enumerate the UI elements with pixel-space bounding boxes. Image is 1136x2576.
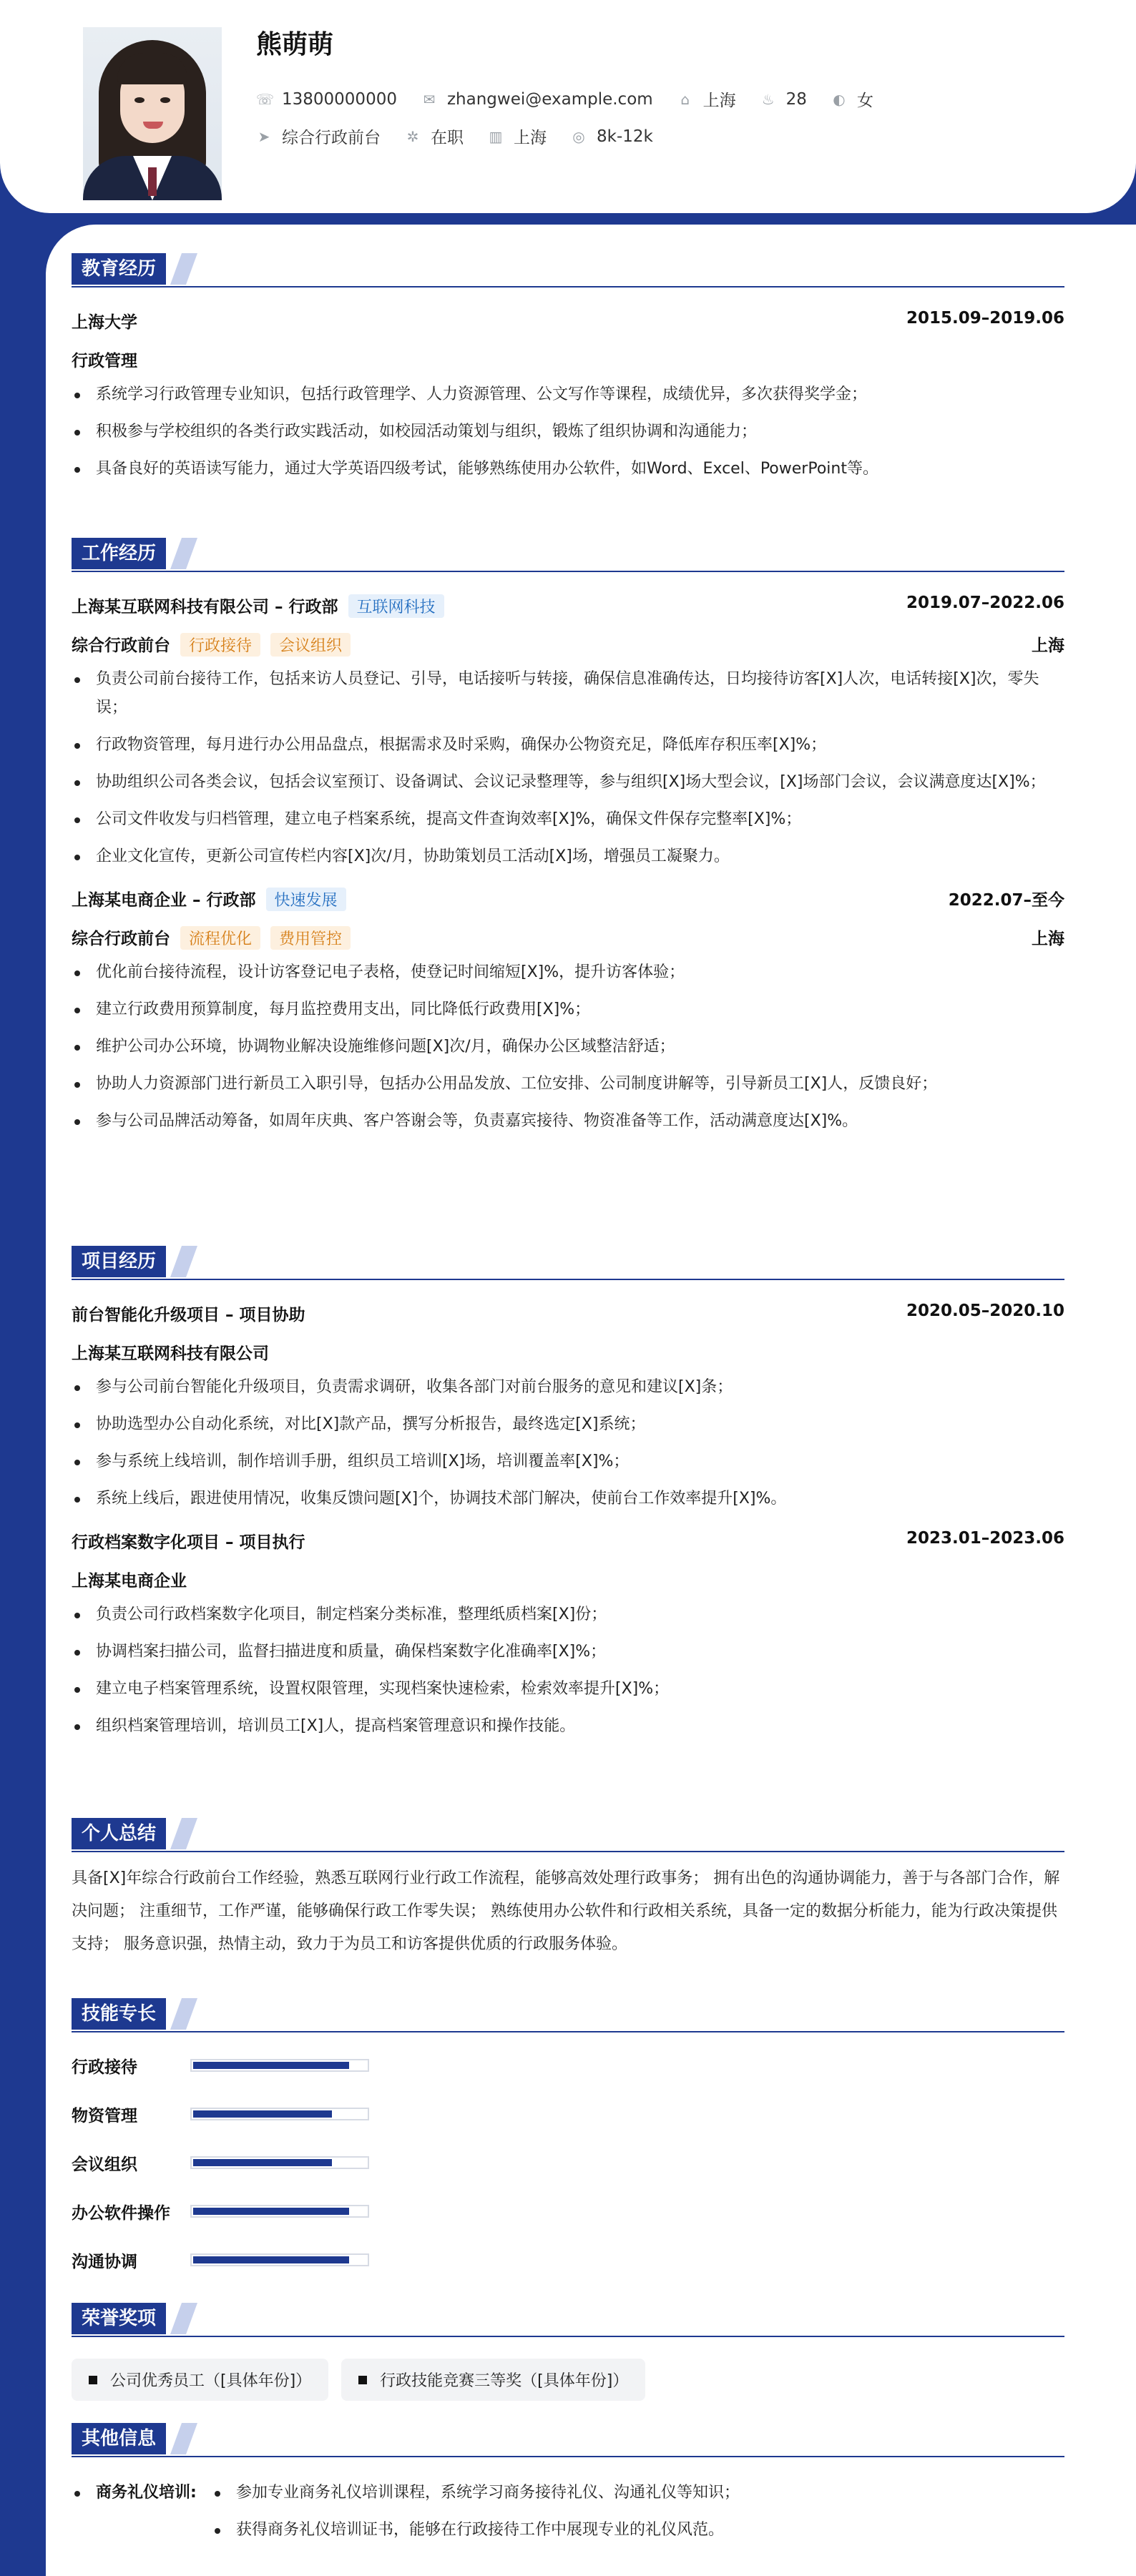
section-title: 其他信息 xyxy=(72,2423,166,2454)
list-item: 协助人力资源部门进行新员工入职引导，包括办公用品发放、工位安排、公司制度讲解等，引导新员工[X]人，反馈良好； xyxy=(72,1070,1064,1098)
list-item: 优化前台接待流程，设计访客登记电子表格，使登记时间缩短[X]%，提升访客体验； xyxy=(72,958,1064,987)
list-item: 系统学习行政管理专业知识，包括行政管理学、人力资源管理、公文写作等课程，成绩优异，多次获得奖学金； xyxy=(72,380,1064,409)
target-salary: 8k-12k xyxy=(597,127,653,146)
list-item: 协调档案扫描公司，监督扫描进度和质量，确保档案数字化准确率[X]%； xyxy=(72,1638,1064,1666)
section-title: 教育经历 xyxy=(72,253,166,285)
other-label: 商务礼仪培训: xyxy=(96,2484,197,2502)
other-section xyxy=(72,2423,1064,2553)
phone-icon: ☏ xyxy=(256,90,275,108)
skill-level-bar xyxy=(190,2108,369,2120)
award-item: 行政技能竞赛三等奖（[具体年份]） xyxy=(341,2359,645,2401)
gender-icon: ◐ xyxy=(833,90,846,108)
skill-row xyxy=(72,2138,1064,2187)
projects-section xyxy=(72,1246,1064,1749)
section-title: 项目经历 xyxy=(72,1246,166,1277)
list-item: 参与公司前台智能化升级项目，负责需求调研，收集各部门对前台服务的意见和建议[X]条； xyxy=(72,1373,1064,1402)
education-section xyxy=(72,253,1064,492)
project-org: 上海某电商企业 xyxy=(72,1572,187,1591)
age: 28 xyxy=(785,89,807,109)
skill-level-fill xyxy=(193,2062,349,2069)
school-name: 上海大学 xyxy=(72,313,137,332)
skill-row xyxy=(72,2187,1064,2236)
list-item: 建立行政费用预算制度，每月监控费用支出，同比降低行政费用[X]%； xyxy=(72,996,1064,1024)
job-title: 综合行政前台 xyxy=(72,930,170,948)
list-item: 负责公司行政档案数字化项目，制定档案分类标准，整理纸质档案[X]份； xyxy=(72,1601,1064,1629)
project-org: 上海某互联网科技有限公司 xyxy=(72,1344,269,1363)
skill-level-fill xyxy=(193,2110,332,2118)
target-city: 上海 xyxy=(514,129,547,147)
location: 上海 xyxy=(1032,930,1064,948)
send-icon: ➤ xyxy=(258,127,270,145)
company-tag: 快速发展 xyxy=(266,888,346,911)
list-item: 行政物资管理，每月进行办公用品盘点，根据需求及时采购，确保办公物资充足，降低库存积压率[X]%； xyxy=(72,731,1064,759)
cake-icon: ♨ xyxy=(761,90,775,108)
list-item: 企业文化宣传，更新公司宣传栏内容[X]次/月，协助策划员工活动[X]场，增强员工凝聚力。 xyxy=(72,842,1064,871)
salary-icon: ◎ xyxy=(572,127,585,145)
avatar xyxy=(83,27,222,200)
skill-label: 沟通协调 xyxy=(72,2252,137,2271)
skill-level-fill xyxy=(193,2208,349,2215)
job-status: 在职 xyxy=(431,129,464,147)
skill-label: 行政接待 xyxy=(72,2058,137,2077)
skill-level-bar xyxy=(190,2059,369,2072)
gear-icon: ✲ xyxy=(406,127,419,145)
section-title: 工作经历 xyxy=(72,538,166,569)
skill-tag: 会议组织 xyxy=(270,633,351,657)
list-item: 协助组织公司各类会议，包括会议室预订、设备调试、会议记录整理等，参与组织[X]场大型会议，[X]场部门会议，会议满意度达[X]%； xyxy=(72,768,1064,797)
major: 行政管理 xyxy=(72,352,137,370)
period: 2023.01–2023.06 xyxy=(906,1529,1064,1548)
skill-label: 物资管理 xyxy=(72,2106,137,2125)
skill-level-fill xyxy=(193,2256,349,2263)
period: 2020.05–2020.10 xyxy=(906,1302,1064,1320)
list-item: 负责公司前台接待工作，包括来访人员登记、引导，电话接听与转接，确保信息准确传达，日均接待访客[X]人次，电话转接[X]次，零失误； xyxy=(72,665,1064,722)
award-item: 公司优秀员工（[具体年份]） xyxy=(72,2359,328,2401)
location: 上海 xyxy=(1032,636,1064,655)
summary-section xyxy=(72,1818,1064,1961)
project-name: 前台智能化升级项目 – 项目协助 xyxy=(72,1306,305,1324)
list-item: 系统上线后，跟进使用情况，收集反馈问题[X]个，协调技术部门解决，使前台工作效率提升[X]%。 xyxy=(72,1485,1064,1513)
home-icon: ⌂ xyxy=(680,90,690,108)
list-item: 参与系统上线培训，制作培训手册，组织员工培训[X]场，培训覆盖率[X]%； xyxy=(72,1447,1064,1476)
period: 2015.09–2019.06 xyxy=(906,309,1064,328)
candidate-name: 熊萌萌 xyxy=(256,30,334,59)
company-name: 上海某电商企业 – 行政部 xyxy=(72,891,256,910)
work-section xyxy=(72,538,1064,1144)
email: zhangwei@example.com xyxy=(446,89,653,109)
hometown: 上海 xyxy=(702,92,736,110)
period: 2022.07–至今 xyxy=(948,891,1064,910)
building-icon: ▥ xyxy=(489,127,503,145)
resume-header xyxy=(0,0,1136,213)
skill-tag: 行政接待 xyxy=(180,633,260,657)
list-item: 参与公司品牌活动筹备，如周年庆典、客户答谢会等，负责嘉宾接待、物资准备等工作，活动满意度达[X]%。 xyxy=(72,1107,1064,1136)
list-item: 公司文件收发与归档管理，建立电子档案系统，提高文件查询效率[X]%，确保文件保存完整率[X]%； xyxy=(72,805,1064,834)
list-item: 组织档案管理培训，培训员工[X]人，提高档案管理意识和操作技能。 xyxy=(72,1712,1064,1741)
summary-text: 具备[X]年综合行政前台工作经验，熟悉互联网行业行政工作流程，能够高效处理行政事务； 拥有出色的沟通协调能力，善于与各部门合作，解决问题； 注重细节，工作严谨，能够确保行政工作零失误； 熟练使用办公软件和行政相关系统，具备一定的数据分析能力，能为行政决策提供支持； 服务意识强，热情主动，致力于为员工和访客提供优质的行政服务体验。 xyxy=(72,1869,1060,1953)
list-item: 维护公司办公环境，协调物业解决设施维修问题[X]次/月，确保办公区域整洁舒适； xyxy=(72,1033,1064,1061)
job-intent-row xyxy=(256,124,677,148)
skill-level-bar xyxy=(190,2205,369,2218)
list-item: 参加专业商务礼仪培训课程，系统学习商务接待礼仪、沟通礼仪等知识； xyxy=(212,2479,1064,2507)
contact-row xyxy=(256,87,898,111)
resume-body xyxy=(46,225,1136,2576)
email-icon: ✉ xyxy=(423,90,436,108)
skill-row xyxy=(72,2236,1064,2284)
project-name: 行政档案数字化项目 – 项目执行 xyxy=(72,1533,305,1552)
skill-row xyxy=(72,2041,1064,2090)
skill-level-bar xyxy=(190,2253,369,2266)
gender: 女 xyxy=(856,92,873,110)
skill-label: 会议组织 xyxy=(72,2155,137,2174)
list-item: 建立电子档案管理系统，设置权限管理，实现档案快速检索，检索效率提升[X]%； xyxy=(72,1675,1064,1704)
list-item: 获得商务礼仪培训证书，能够在行政接待工作中展现专业的礼仪风范。 xyxy=(212,2516,1064,2545)
skill-tag: 费用管控 xyxy=(270,926,351,950)
skill-level-bar xyxy=(190,2156,369,2169)
company-tag: 互联网科技 xyxy=(348,594,444,618)
skill-level-fill xyxy=(193,2159,332,2166)
section-title: 荣誉奖项 xyxy=(72,2303,166,2334)
job-title: 综合行政前台 xyxy=(72,636,170,655)
phone: 13800000000 xyxy=(282,89,397,109)
period: 2019.07–2022.06 xyxy=(906,594,1064,612)
target-job: 综合行政前台 xyxy=(282,129,381,147)
skills-section xyxy=(72,1998,1064,2284)
awards-section xyxy=(72,2303,1064,2401)
skill-label: 办公软件操作 xyxy=(72,2203,170,2223)
list-item: 协助选型办公自动化系统，对比[X]款产品，撰写分析报告，最终选定[X]系统； xyxy=(72,1410,1064,1439)
skill-row xyxy=(72,2090,1064,2138)
section-title: 技能专长 xyxy=(72,1998,166,2030)
list-item: 积极参与学校组织的各类行政实践活动，如校园活动策划与组织，锻炼了组织协调和沟通能力； xyxy=(72,418,1064,446)
skill-tag: 流程优化 xyxy=(180,926,260,950)
section-title: 个人总结 xyxy=(72,1818,166,1849)
company-name: 上海某互联网科技有限公司 – 行政部 xyxy=(72,598,338,616)
list-item: 具备良好的英语读写能力，通过大学英语四级考试，能够熟练使用办公软件，如Word、Excel、PowerPoint等。 xyxy=(72,455,1064,483)
